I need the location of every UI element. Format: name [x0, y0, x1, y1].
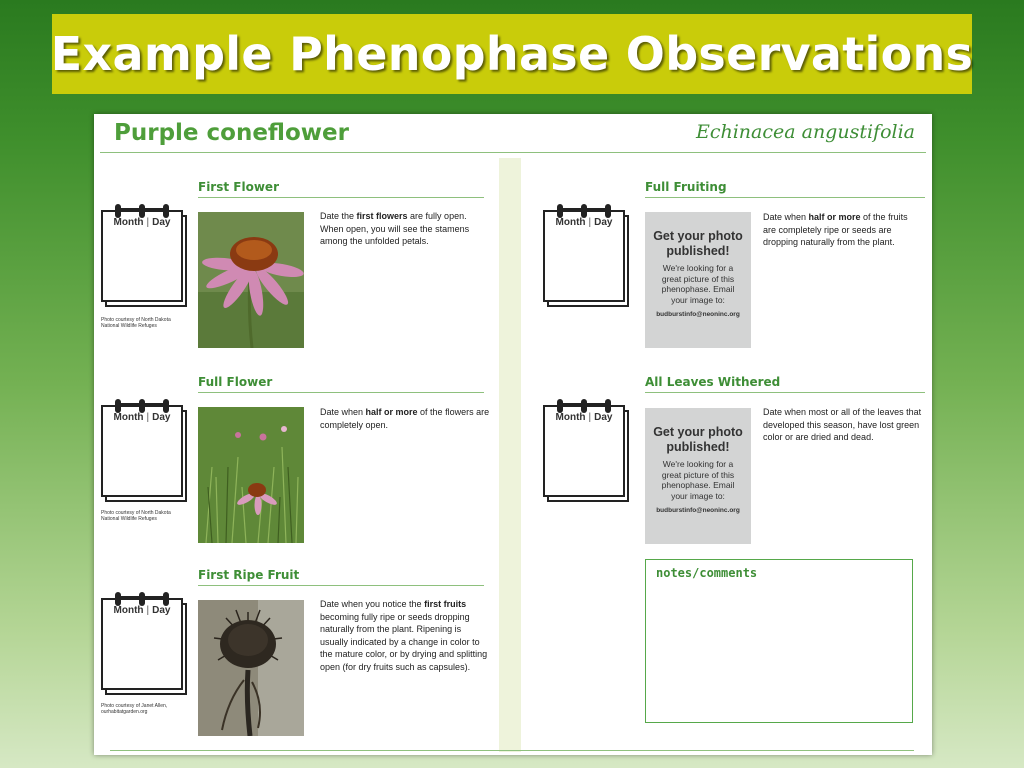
calendar-ring-icon [139, 399, 145, 413]
phenophase-description: Date when you notice the first fruits becoming fully ripe or seeds dropping naturally from the plant. Ripening is usually indicated by a change in color to the mature color, or by drying and splitting open (for dry fruits such as capsules). [320, 599, 488, 672]
month-label: Month [113, 605, 144, 616]
calendar-ring-icon [139, 204, 145, 218]
phenophase-description: Date when half or more of the fruits are completely ripe or seeds are dropping naturally from the plant. [763, 212, 908, 247]
footer-rule [110, 750, 914, 751]
slide-title: Example Phenophase Observations [50, 27, 974, 81]
calendar-ring-icon [557, 399, 563, 413]
calendar-separator: | [146, 217, 150, 228]
phenophase-description: Date when most or all of the leaves that developed this season, have lost green color or are dried and dead. [763, 407, 922, 442]
day-label: Day [594, 412, 613, 423]
calendar-separator: | [588, 217, 592, 228]
section-title: All Leaves Withered [645, 375, 781, 389]
placeholder-body: We're looking for a great picture of this phenophase. Email your image to: [661, 263, 735, 305]
meadow-photo-icon [198, 407, 304, 543]
month-label: Month [113, 412, 144, 423]
placeholder-body: We're looking for a great picture of this phenophase. Email your image to: [661, 459, 735, 501]
month-label: Month [555, 217, 586, 228]
day-label: Day [152, 217, 171, 228]
notes-label: notes/comments [656, 566, 758, 580]
calendar-front-sheet [101, 210, 183, 302]
calendar-label [545, 412, 623, 423]
calendar-ring-icon [139, 592, 145, 606]
calendar-front-sheet [101, 405, 183, 497]
calendar-label [545, 217, 623, 228]
calendar-separator: | [588, 412, 592, 423]
center-gutter [499, 158, 521, 752]
calendar-ring-icon [115, 204, 121, 218]
calendar-label [103, 412, 181, 423]
date-calendar[interactable] [101, 598, 187, 698]
calendar-ring-icon [605, 399, 611, 413]
day-label: Day [152, 412, 171, 423]
seedhead-photo-icon [198, 600, 304, 736]
calendar-ring-icon [163, 204, 169, 218]
date-calendar[interactable] [543, 210, 629, 310]
date-calendar[interactable] [101, 405, 187, 505]
calendar-ring-icon [115, 592, 121, 606]
calendar-ring-icon [581, 399, 587, 413]
placeholder-email[interactable]: budburstinfo@neoninc.org [656, 311, 740, 318]
section-rule [198, 197, 484, 198]
phenophase-description: Date when half or more of the flowers are completely open. [320, 407, 490, 430]
section-title: Full Flower [198, 375, 273, 389]
photo-first-ripe-fruit [198, 600, 304, 736]
section-rule [645, 392, 925, 393]
section-rule [198, 585, 484, 586]
section-title: First Ripe Fruit [198, 568, 300, 582]
slide-title-banner [52, 14, 972, 94]
calendar-ring-icon [163, 399, 169, 413]
calendar-front-sheet [543, 210, 625, 302]
day-label: Day [152, 605, 171, 616]
calendar-separator: | [146, 412, 150, 423]
date-calendar[interactable] [543, 405, 629, 505]
calendar-front-sheet [543, 405, 625, 497]
section-rule [645, 197, 925, 198]
common-name: Purple coneflower [114, 120, 349, 146]
month-label: Month [555, 412, 586, 423]
photo-placeholder [645, 212, 751, 348]
calendar-separator: | [146, 605, 150, 616]
calendar-ring-icon [605, 204, 611, 218]
calendar-ring-icon [115, 399, 121, 413]
calendar-label [103, 605, 181, 616]
photo-credit: Photo courtesy of Janet Allen, ourhabitatgarden.org [101, 703, 168, 715]
calendar-ring-icon [581, 204, 587, 218]
photo-first-flower [198, 212, 304, 348]
calendar-front-sheet [101, 598, 183, 690]
photo-credit: Photo courtesy of North Dakota National Wildlife Refuges [101, 510, 171, 522]
calendar-ring-icon [163, 592, 169, 606]
placeholder-title: Get your photo published! [653, 425, 743, 454]
scientific-name: Echinacea angustifolia [695, 121, 915, 143]
photo-full-flower [198, 407, 304, 543]
day-label: Day [594, 217, 613, 228]
month-label: Month [113, 217, 144, 228]
date-calendar[interactable] [101, 210, 187, 310]
section-title: Full Fruiting [645, 180, 727, 194]
coneflower-photo-icon [198, 212, 304, 348]
phenophase-description: Date the first flowers are fully open. When open, you will see the stamens among the unfolded petals. [320, 211, 470, 246]
calendar-ring-icon [557, 204, 563, 218]
photo-credit: Photo courtesy of North Dakota National Wildlife Refuges [101, 317, 171, 329]
calendar-label [103, 217, 181, 228]
placeholder-title: Get your photo published! [653, 229, 743, 258]
photo-placeholder [645, 408, 751, 544]
placeholder-email[interactable]: budburstinfo@neoninc.org [656, 507, 740, 514]
section-title: First Flower [198, 180, 279, 194]
datasheet-page [94, 114, 932, 755]
header-rule [100, 152, 926, 153]
section-rule [198, 392, 484, 393]
notes-box[interactable] [645, 559, 913, 723]
